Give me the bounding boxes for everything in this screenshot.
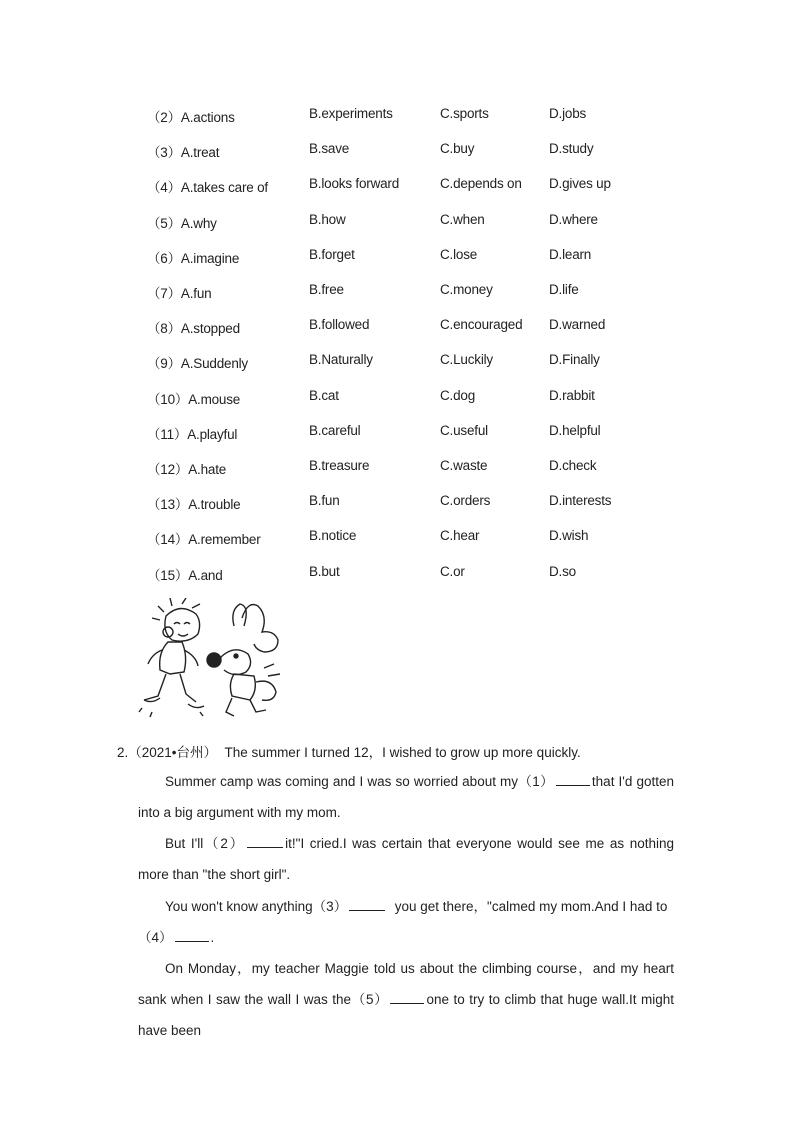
question-number: （14） bbox=[147, 532, 189, 548]
option-b[interactable]: B.followed bbox=[309, 317, 370, 333]
option-d[interactable]: D.rabbit bbox=[549, 387, 595, 403]
intro-sentence: The summer I turned 12，I wished to grow up more quickly. bbox=[224, 745, 581, 760]
option-c[interactable]: C.sports bbox=[440, 106, 489, 121]
option-b[interactable]: B.free bbox=[309, 282, 344, 297]
option-a[interactable]: A.imagine bbox=[180, 250, 240, 266]
option-a[interactable]: A.playful bbox=[187, 426, 238, 442]
question-number: 2.（2021•台州） bbox=[117, 745, 218, 760]
question-number: （8） bbox=[147, 321, 181, 337]
option-c[interactable]: C.waste bbox=[440, 458, 488, 473]
option-a[interactable]: A.Suddenly bbox=[180, 356, 248, 372]
question-number: （12） bbox=[147, 462, 189, 477]
blank-4[interactable] bbox=[175, 927, 209, 942]
option-row bbox=[0, 564, 794, 584]
option-a[interactable]: A.mouse bbox=[188, 391, 241, 407]
passage-paragraph-2: But I'll（2） it!"I cried.I was certain that everyone would see me as nothing more than "the short girl". bbox=[138, 828, 674, 890]
question-number: （3） bbox=[147, 145, 181, 161]
option-a[interactable]: A.trouble bbox=[188, 497, 241, 513]
option-c[interactable]: C.lose bbox=[440, 246, 478, 262]
option-b[interactable]: B.treasure bbox=[309, 458, 370, 473]
option-a[interactable]: A.stopped bbox=[180, 321, 240, 337]
option-d[interactable]: D.where bbox=[549, 211, 598, 227]
option-row bbox=[0, 317, 794, 337]
option-b[interactable]: B.but bbox=[309, 563, 340, 579]
option-d[interactable]: D.wish bbox=[549, 528, 589, 544]
blank-3[interactable] bbox=[349, 896, 385, 911]
option-d[interactable]: D.check bbox=[549, 458, 597, 473]
option-d[interactable]: D.study bbox=[549, 141, 594, 157]
option-row bbox=[0, 528, 794, 548]
option-c[interactable]: C.when bbox=[440, 211, 485, 227]
option-row bbox=[0, 106, 794, 126]
option-c[interactable]: C.hear bbox=[440, 528, 480, 544]
option-d[interactable]: D.learn bbox=[549, 246, 592, 262]
question-number: （6） bbox=[147, 250, 181, 266]
option-c[interactable]: C.dog bbox=[440, 387, 476, 403]
option-c[interactable]: C.Luckily bbox=[440, 352, 493, 368]
option-a[interactable]: A.and bbox=[188, 567, 223, 583]
option-b[interactable]: B.cat bbox=[309, 387, 339, 403]
option-row bbox=[0, 282, 794, 302]
option-b[interactable]: B.careful bbox=[309, 422, 361, 438]
option-c[interactable]: C.orders bbox=[440, 493, 491, 509]
option-c[interactable]: C.useful bbox=[440, 422, 488, 438]
option-b[interactable]: B.notice bbox=[309, 528, 357, 544]
option-row bbox=[0, 352, 794, 372]
blank-2[interactable] bbox=[247, 833, 283, 848]
blank-1[interactable] bbox=[556, 771, 590, 786]
cartoon-illustration bbox=[138, 598, 284, 726]
option-b[interactable]: B.forget bbox=[309, 246, 355, 262]
question-2-header bbox=[117, 741, 581, 761]
option-row bbox=[0, 176, 794, 196]
option-b[interactable]: B.fun bbox=[309, 493, 340, 509]
option-row bbox=[0, 212, 794, 232]
option-b[interactable]: B.looks forward bbox=[309, 176, 400, 192]
option-a[interactable]: A.treat bbox=[180, 145, 220, 161]
option-d[interactable]: D.so bbox=[549, 563, 576, 579]
passage-paragraph-1: Summer camp was coming and I was so worried about my（1） that I'd gotten into a big argument with my mom. bbox=[138, 766, 674, 828]
option-c[interactable]: C.or bbox=[440, 563, 465, 579]
option-row bbox=[0, 458, 794, 478]
question-number: （10） bbox=[147, 391, 189, 407]
question-number: （13） bbox=[147, 497, 189, 513]
option-row bbox=[0, 247, 794, 267]
option-d[interactable]: D.helpful bbox=[549, 422, 601, 438]
option-d[interactable]: D.jobs bbox=[549, 106, 587, 121]
option-d[interactable]: D.Finally bbox=[549, 352, 600, 368]
option-a[interactable]: A.remember bbox=[188, 532, 261, 548]
question-number: （5） bbox=[147, 215, 181, 231]
option-c[interactable]: C.encouraged bbox=[440, 317, 523, 333]
question-number: （2） bbox=[147, 110, 181, 125]
question-number: （7） bbox=[147, 286, 181, 301]
option-a[interactable]: A.hate bbox=[188, 462, 227, 477]
option-b[interactable]: B.save bbox=[309, 141, 350, 157]
option-d[interactable]: D.warned bbox=[549, 317, 606, 333]
blank-5[interactable] bbox=[390, 989, 424, 1004]
question-number: （4） bbox=[147, 180, 181, 196]
option-d[interactable]: D.life bbox=[549, 282, 579, 297]
passage-paragraph-3: You won't know anything（3） you get there，"calmed my mom.And I had to （4） . bbox=[138, 891, 674, 953]
option-b[interactable]: B.experiments bbox=[309, 106, 393, 121]
option-row bbox=[0, 493, 794, 513]
option-a[interactable]: A.why bbox=[180, 215, 217, 231]
question-number: （15） bbox=[147, 567, 189, 583]
option-c[interactable]: C.depends on bbox=[440, 176, 522, 192]
option-d[interactable]: D.interests bbox=[549, 493, 612, 509]
option-b[interactable]: B.how bbox=[309, 211, 346, 227]
option-c[interactable]: C.buy bbox=[440, 141, 475, 157]
passage-paragraph-4: On Monday，my teacher Maggie told us about the climbing course，and my heart sank when I saw the wall I was the（5） one to try to climb that huge wall.It might have been bbox=[138, 961, 674, 1038]
option-row bbox=[0, 141, 794, 161]
option-a[interactable]: A.fun bbox=[180, 286, 212, 301]
question-number: （9） bbox=[147, 356, 181, 372]
option-d[interactable]: D.gives up bbox=[549, 176, 611, 192]
option-a[interactable]: A.actions bbox=[180, 110, 235, 125]
option-a[interactable]: A.takes care of bbox=[180, 180, 268, 196]
option-b[interactable]: B.Naturally bbox=[309, 352, 373, 368]
option-c[interactable]: C.money bbox=[440, 282, 493, 297]
option-row bbox=[0, 388, 794, 408]
question-number: （11） bbox=[147, 426, 188, 442]
option-row bbox=[0, 423, 794, 443]
